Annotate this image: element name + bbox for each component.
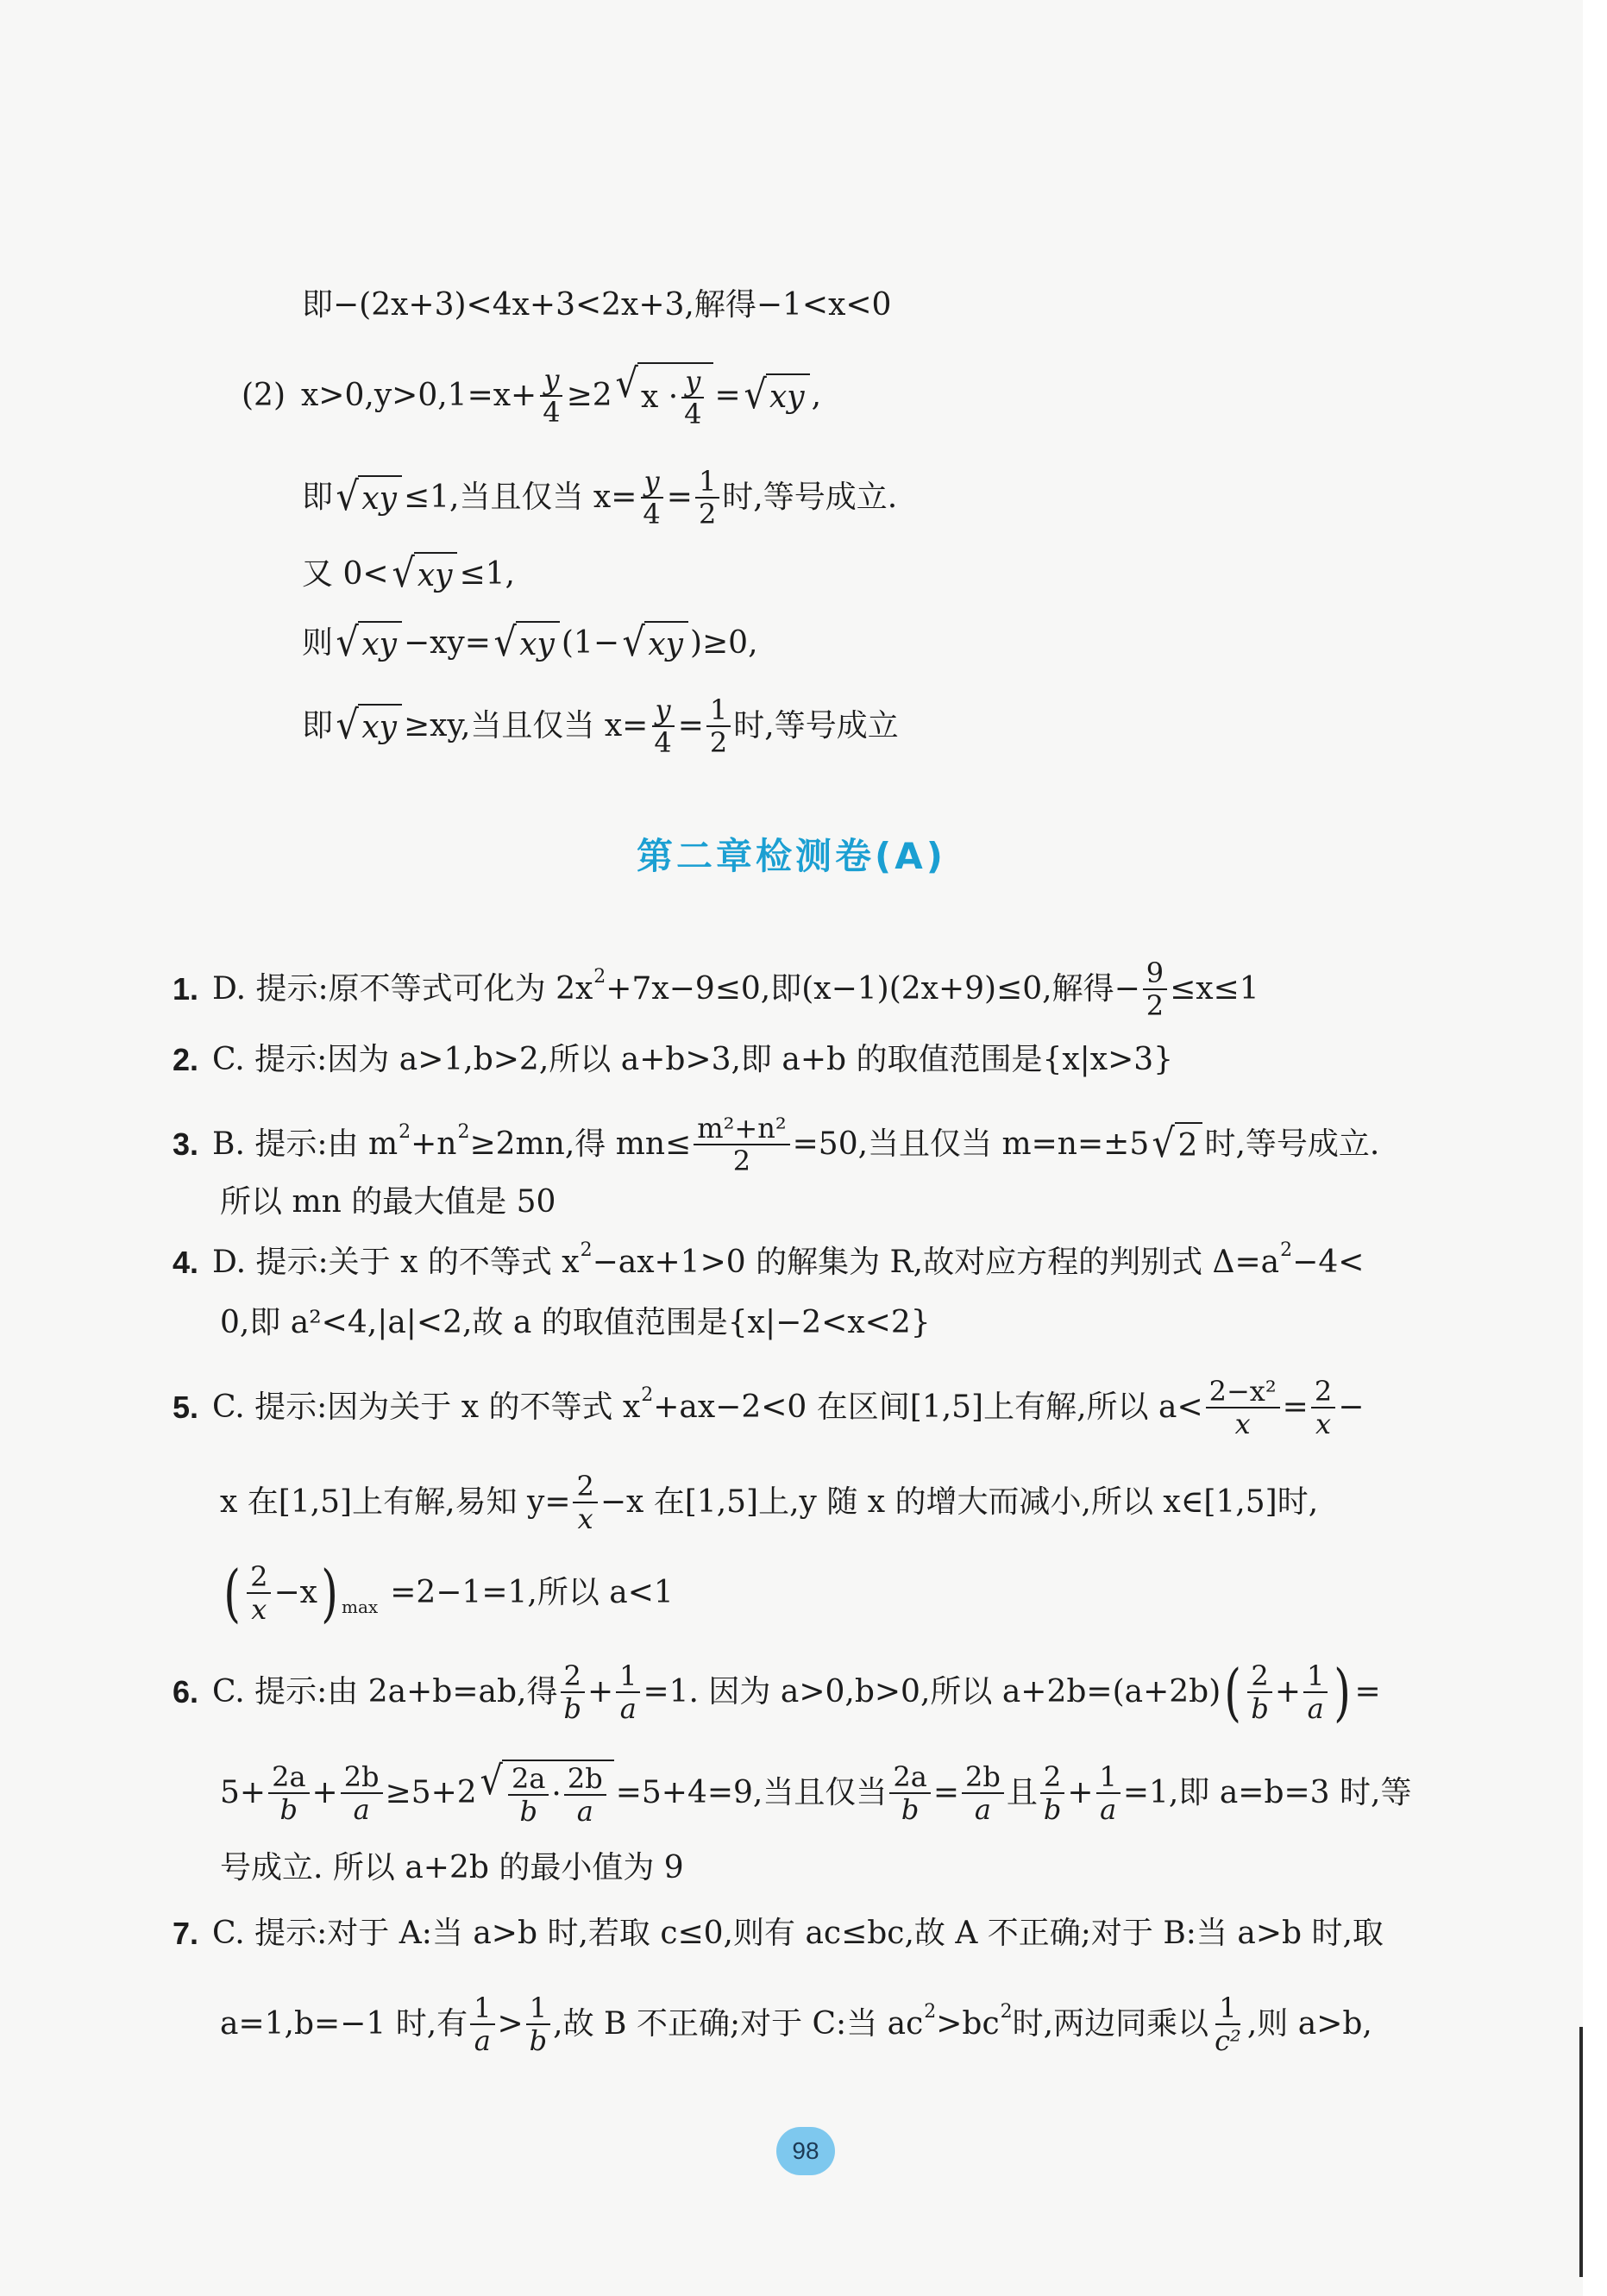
binding-line [1579, 2027, 1583, 2277]
answer-item-5-line3: ( $\frac{2}{x}$ −x ) max =2−1=1,所以 a<1 [223, 1557, 674, 1629]
section-title: 第二章检测卷(A) [637, 835, 946, 877]
answer-item-3: 3. B. 提示:由 m 2 +n 2 ≥2mn,得 mn≤ $\frac{\text{m²+n²}}{2}$ =50,当且仅当 m=n=±5 √ 2 时,等号成立. [173, 1112, 1380, 1177]
answer-item-7-line2: a=1,b=−1 时,有 $\frac{1}{a}$ > $\frac{1}{b}$ ,故 B 不正确;对于 C:当 ac 2 >bc 2 时,两边同乘以 $\frac{1}{\text{c²}}$ ,则 a>b, [220, 1992, 1372, 2057]
page-edge [1583, 0, 1607, 2296]
answer-item-3-cont: 所以 mn 的最大值是 50 [220, 1184, 556, 1220]
answer-item-1: 1. D. 提示:原不等式可化为 2x 2 +7x−9≤0,即(x−1)(2x+9)≤0,解得− $\frac{9}{2}$ ≤x≤1 [173, 957, 1259, 1022]
answer-item-4: 4. D. 提示:关于 x 的不等式 x 2 −ax+1>0 的解集为 R,故对应方程的判别式 Δ=a 2 −4< [173, 1239, 1365, 1280]
solution-line-5: 则 √ xy −xy= √ xy (1− √ xy )≥0, [302, 618, 758, 665]
solution-line-2: (2) x>0,y>0,1=x+ $\frac{y}{4}$ ≥2 √ x · $\frac{y}{4}$ = √ xy , [242, 360, 822, 430]
solution-line-1: 即−(2x+3)<4x+3<2x+3,解得−1<x<0 [302, 287, 892, 323]
answer-item-6-line3: 号成立. 所以 a+2b 的最小值为 9 [220, 1850, 684, 1885]
answer-item-6: 6. C. 提示:由 2a+b=ab,得 $\frac{2}{b}$ + $\frac{1}{a}$ =1. 因为 a>0,b>0,所以 a+2b=(a+2b) ( $\frac{2}{b}$ + $\frac{1}{a}$ ) = [173, 1656, 1381, 1728]
page-number-badge: 98 [776, 2127, 835, 2175]
solution-line-3: 即 √ xy ≤1,当且仅当 x= $\frac{y}{4}$ = $\frac{1}{2}$ 时,等号成立. [302, 465, 898, 530]
answer-item-5-line2: x 在[1,5]上有解,易知 y= $\frac{2}{x}$ −x 在[1,5]上,y 随 x 的增大而减小,所以 x∈[1,5]时, [220, 1470, 1319, 1535]
solution-line-4: 又 0< √ xy ≤1, [302, 549, 515, 596]
answer-item-7: 7. C. 提示:对于 A:当 a>b 时,若取 c≤0,则有 ac≤bc,故 A 不正确;对于 B:当 a>b 时,取 [173, 1916, 1384, 1951]
solution-line-6: 即 √ xy ≥xy,当且仅当 x= $\frac{y}{4}$ = $\frac{1}{2}$ 时,等号成立 [302, 693, 899, 759]
answer-item-4-cont: 0,即 a²<4,|a|<2,故 a 的取值范围是{x|−2<x<2} [220, 1305, 931, 1340]
answer-item-2: 2. C. 提示:因为 a>1,b>2,所以 a+b>3,即 a+b 的取值范围是{x|x>3} [173, 1042, 1174, 1077]
answer-item-6-line2: 5+ $\frac{2a}{b}$ + $\frac{2b}{a}$ ≥5+2 √ $\frac{2a}{b}$ · $\frac{2b}{a}$ =5+4=9,当且仅当 $\frac{2a}{b}$ = $\frac{2b}{a}$ 且 $\frac{2}{b}$ + $\frac{1}{a}$ =1,即 a=b=3 时,等 [220, 1757, 1412, 1828]
answer-item-5: 5. C. 提示:因为关于 x 的不等式 x 2 +ax−2<0 在区间[1,5]上有解,所以 a< $\frac{\text{2−x²}}{x}$ = $\frac{2}{x}$ − [173, 1375, 1365, 1440]
